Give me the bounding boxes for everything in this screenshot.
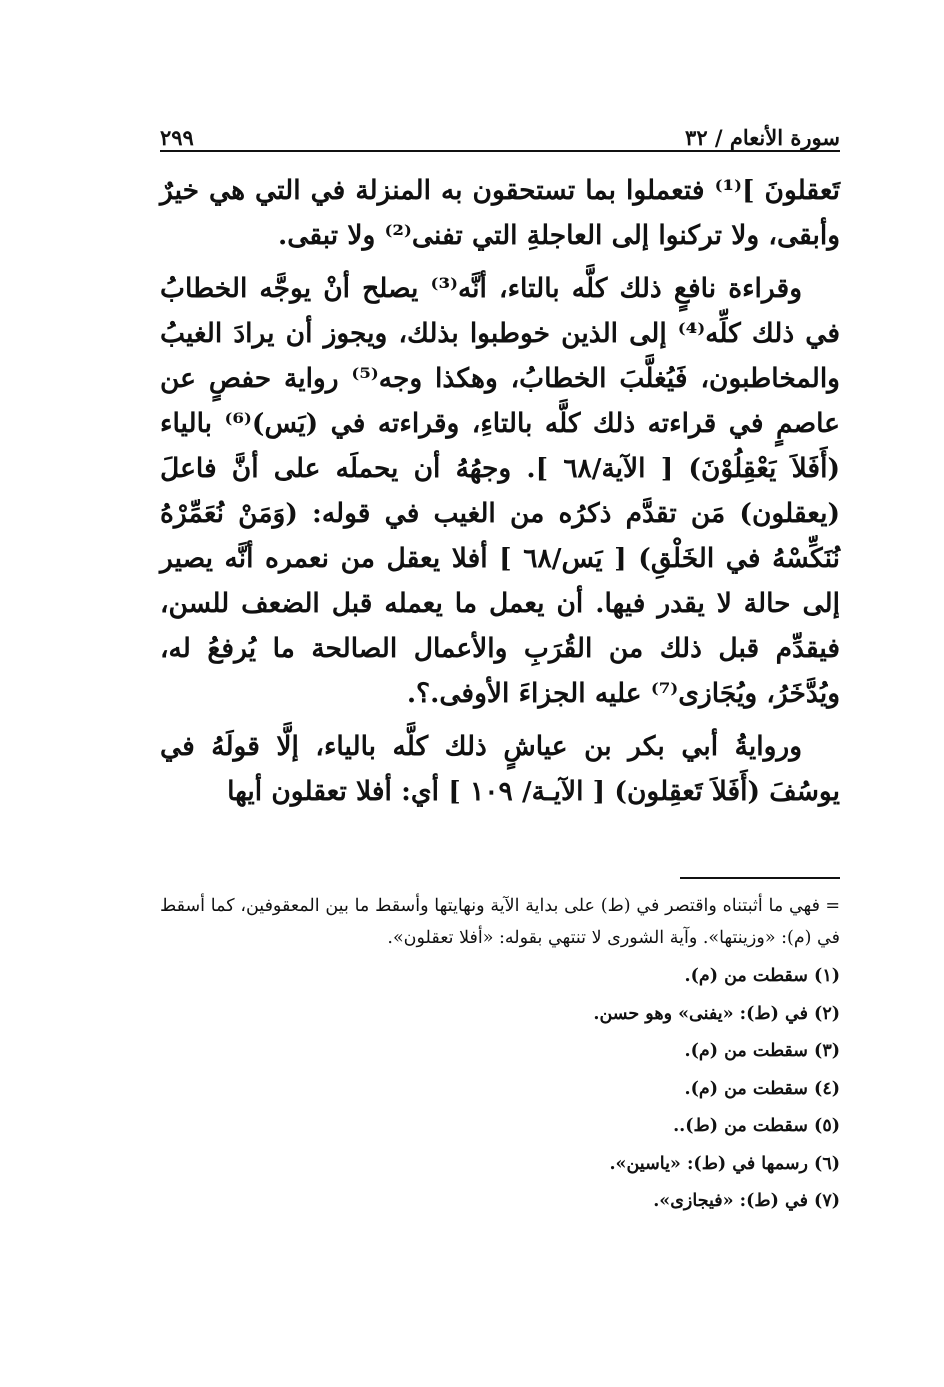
footnote-5: (٥) سقطت من (ط)..	[673, 1116, 840, 1136]
footnote-continuation	[160, 890, 840, 954]
paragraph-2	[160, 266, 840, 716]
paragraph-3-text: وروايةُ أبي بكر بن عياشٍ ذلك كلَّه بالياء، إلَّا قولَهُ في يوسُفَ (أَفَلاَ تَعقِلون) [ الآيـة/ ١٠٩ ] أي: أفلا تعقلون أيها	[160, 731, 840, 807]
footnote-continuation-text: فهي ما أثبتناه واقتصر في (ط) على بداية الآية ونهايتها وأسقط ما بين المعقوفين، كما أسقط في (م): «وزينتها». وآية الشورى لا تنتهي بقوله: «أفلا تعقلون».	[160, 896, 840, 948]
paragraph-1-text: تَعقلونَ ]⁽¹⁾ فتعملوا بما تستحقون به المنزلة في التي هي خيرٌ وأبقى، ولا تركنوا إلى العاجلةِ التي تفنى⁽²⁾ ولا تبقى.	[160, 175, 840, 251]
footnote-list	[160, 958, 840, 1221]
footnote-3: (٣) سقطت من (م).	[684, 1041, 840, 1061]
continuation-marker: =	[825, 896, 840, 916]
footnote-2: (٢) في (ط): «يفنى» وهو حسن.	[593, 1003, 840, 1024]
main-text	[160, 168, 840, 814]
footnote-4: (٤) سقطت من (م).	[684, 1078, 840, 1099]
footnote-rule	[680, 877, 840, 879]
footnote-1: (١) سقطت من (م).	[684, 966, 840, 986]
footnotes	[160, 890, 840, 1221]
running-header	[160, 112, 840, 150]
surah-label: سورة الأنعام / ٣٢	[685, 125, 840, 150]
page-number: ٢٩٩	[160, 125, 194, 150]
paragraph-2-text: وقراءة نافعٍ ذلك كلَّه بالتاء، أنَّه⁽³⁾ يصلح أنْ يوجَّه الخطابُ في ذلك كلِّه⁽⁴⁾ إلى الذين خوطبوا بذلك، ويجوز أن يرادَ الغيبُ والمخاطبون، فَيُغلَّبَ الخطابُ، وهكذا وجه⁽⁵⁾ رواية حفصٍ عن عاصمٍ في قراءته ذلك كلَّه بالتاءِ، وقراءته في (يَس)⁽⁶⁾ بالياء (أَفَلاَ يَعْقِلُوْنَ) [ الآية/٦٨ ]. وجهُهُ أن يحملَه على أنَّ فاعلَ (يعقلون) مَن تقدَّم ذكرُه من الغيب في قوله: (وَمَنْ نُعَمِّرْهُ نُنَكِّسْهُ في الخَلْقِ) [ يَس/٦٨ ] أفلا يعقل من نعمره أنَّه يصير إلى حالة لا يقدر فيها. أن يعمل ما يعمله قبل الضعف للسن، فيقدِّم قبل ذلك من القُرَبِ والأعمال الصالحة ما يُرفعُ له، ويُدَّخَرُ، ويُجَازى⁽⁷⁾ عليه الجزاءَ الأوفى.؟.	[160, 273, 840, 709]
paragraph-3	[160, 724, 840, 814]
header-rule	[160, 150, 840, 152]
footnote-6: (٦) رسمها في (ط): «ياسين».	[609, 1153, 840, 1174]
footnote-7: (٧) في (ط): «فيجازى».	[653, 1191, 840, 1211]
paragraph-1	[160, 168, 840, 258]
